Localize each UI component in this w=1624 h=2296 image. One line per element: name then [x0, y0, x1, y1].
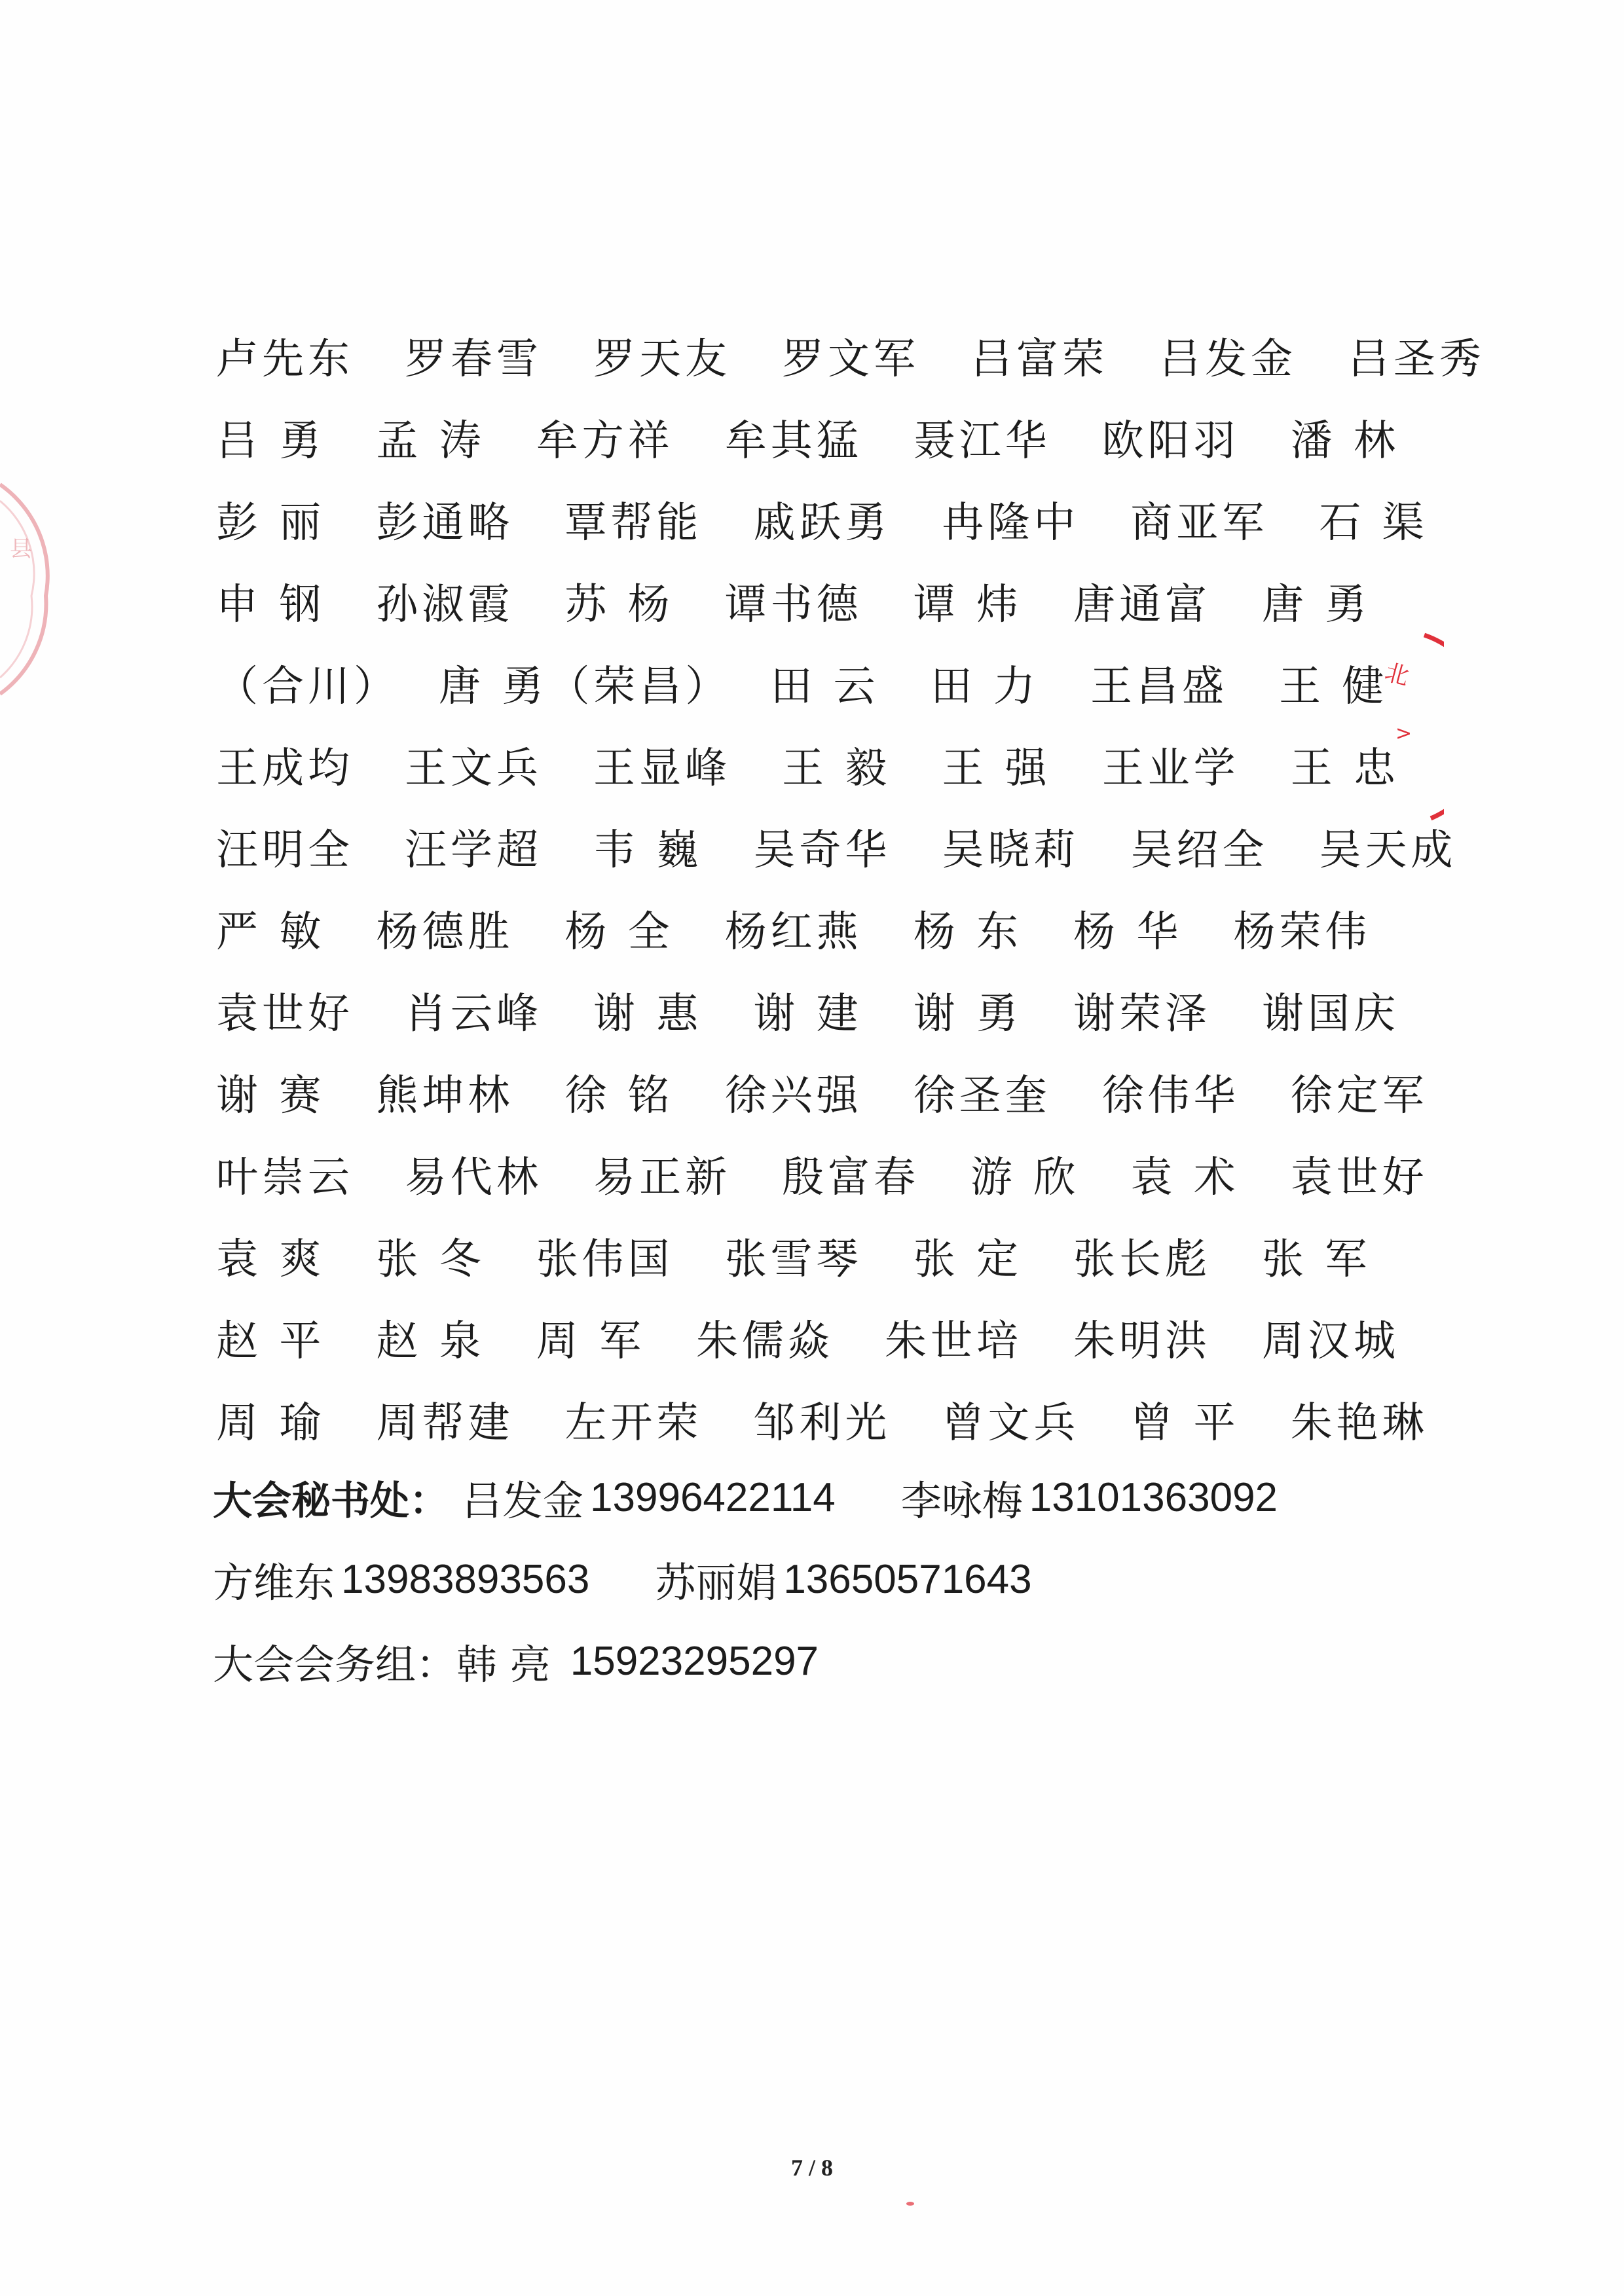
name-row	[216, 1296, 1400, 1378]
member-name: 曾文兵	[942, 1398, 1080, 1448]
member-name: 袁世好	[216, 989, 354, 1038]
member-name: 罗天友	[593, 335, 731, 384]
contact-phone: 13101363092	[1029, 1475, 1278, 1520]
member-name: 张长彪	[1073, 1235, 1211, 1284]
member-name: 谢国庆	[1262, 989, 1400, 1038]
member-name: 袁 术	[1130, 1153, 1240, 1202]
member-name: 谭书德	[724, 580, 862, 629]
member-name: 谢 建	[753, 989, 862, 1038]
secretariat-line	[213, 1457, 1392, 1539]
name-row	[216, 314, 1485, 396]
member-name: 杨红燕	[724, 907, 862, 957]
contact-info	[213, 1457, 1392, 1702]
member-name: 谢荣泽	[1073, 989, 1211, 1038]
contact-name: 苏丽娟	[655, 1559, 777, 1607]
member-name: 罗文军	[782, 335, 919, 384]
member-name: 徐兴强	[724, 1071, 862, 1120]
member-name: 石 渠	[1319, 498, 1428, 547]
member-name: 张 定	[913, 1235, 1023, 1284]
member-name: 左开荣	[564, 1398, 703, 1448]
member-name: 王 强	[942, 744, 1051, 793]
member-name: 孟 涛	[376, 416, 485, 465]
member-name: 吕富荣	[970, 335, 1108, 384]
member-name: 汪学超	[405, 826, 542, 875]
name-row	[216, 1378, 1428, 1460]
member-name: 汪明全	[216, 826, 354, 875]
secretariat-label: 大会秘书处：	[213, 1478, 449, 1524]
member-name: 易正新	[593, 1153, 731, 1202]
affairs-line	[213, 1620, 1392, 1702]
contact-phone: 13996422114	[590, 1475, 836, 1520]
member-name: 王显峰	[593, 744, 731, 793]
member-name: 王 健	[1279, 662, 1388, 711]
affairs-label: 大会会务组：	[213, 1641, 457, 1688]
member-name: 吕发金	[1159, 335, 1297, 384]
member-name: 王昌盛	[1090, 662, 1228, 711]
member-name: 杨 东	[913, 907, 1023, 957]
member-name: 冉隆中	[942, 498, 1080, 547]
member-name: 谭 炜	[913, 580, 1023, 629]
contact-phone: 13983893563	[341, 1557, 590, 1602]
member-name: 彭 丽	[216, 498, 325, 547]
member-name: 周汉城	[1262, 1317, 1400, 1366]
member-name: 吴奇华	[753, 826, 891, 875]
member-name: 张 冬	[376, 1235, 485, 1284]
member-name: 牟方祥	[536, 416, 674, 465]
member-name: 唐 勇（荣昌）	[439, 662, 731, 711]
red-mark	[904, 2200, 917, 2208]
member-name: 戚跃勇	[753, 498, 891, 547]
contact-phone: 13650571643	[783, 1557, 1032, 1602]
name-row	[216, 887, 1382, 969]
member-name: 吕 勇	[216, 416, 325, 465]
member-name: 游 欣	[970, 1153, 1080, 1202]
contact-name: 方维东	[213, 1559, 335, 1607]
name-row	[216, 478, 1428, 560]
svg-text:县: 县	[10, 536, 32, 562]
member-name: 周 军	[536, 1317, 646, 1366]
member-name: 易代林	[405, 1153, 542, 1202]
member-name: 吴绍全	[1130, 826, 1268, 875]
secretariat-line-2	[213, 1539, 1392, 1620]
member-name: 赵 泉	[376, 1317, 485, 1366]
name-row	[216, 805, 1457, 887]
member-name: 覃帮能	[564, 498, 703, 547]
page-number: 7 / 8	[790, 2155, 833, 2181]
member-name: 杨 全	[564, 907, 674, 957]
member-name: 王业学	[1101, 744, 1240, 793]
name-row	[216, 642, 1388, 723]
member-name-list	[216, 314, 1485, 1460]
member-name: 熊坤林	[376, 1071, 514, 1120]
member-name: 徐 铭	[564, 1071, 674, 1120]
member-name: 唐通富	[1073, 580, 1211, 629]
member-name: 袁世好	[1290, 1153, 1428, 1202]
contact-phone: 15923295297	[570, 1639, 819, 1684]
member-name: 张伟国	[536, 1235, 674, 1284]
member-name: 田 云	[770, 662, 879, 711]
member-name: 牟其猛	[724, 416, 862, 465]
name-row	[216, 1133, 1428, 1214]
member-name: 徐定军	[1290, 1071, 1428, 1120]
member-name: 王 毅	[782, 744, 891, 793]
member-name: 曾 平	[1130, 1398, 1240, 1448]
member-name: 韦 巍	[593, 826, 703, 875]
member-name: 商亚军	[1130, 498, 1268, 547]
member-name: 谢 勇	[913, 989, 1023, 1038]
member-name: 赵 平	[216, 1317, 325, 1366]
name-row	[216, 969, 1400, 1051]
member-name: 朱世培	[885, 1317, 1023, 1366]
name-row	[216, 1051, 1428, 1133]
member-name: 卢先东	[216, 335, 354, 384]
member-name: 杨 华	[1073, 907, 1183, 957]
member-name: 彭通略	[376, 498, 514, 547]
member-name: 聂江华	[913, 416, 1051, 465]
contact-name: 李咏梅	[900, 1477, 1023, 1525]
member-name: 肖云峰	[405, 989, 542, 1038]
svg-text:北: 北	[1382, 659, 1412, 691]
member-name: 王文兵	[405, 744, 542, 793]
member-name: 张雪琴	[724, 1235, 862, 1284]
member-name: 邹利光	[753, 1398, 891, 1448]
member-name: 王成均	[216, 744, 354, 793]
name-row	[216, 1214, 1382, 1296]
member-name: 吴晓莉	[942, 826, 1080, 875]
name-row	[216, 560, 1382, 642]
member-name: 周帮建	[376, 1398, 514, 1448]
member-name: 田 力	[930, 662, 1040, 711]
left-seal-fragment	[0, 471, 59, 707]
member-name: 唐 勇	[1262, 580, 1371, 629]
member-name: 杨德胜	[376, 907, 514, 957]
member-name: 朱儒焱	[696, 1317, 834, 1366]
contact-name: 韩 亮	[456, 1641, 551, 1688]
member-name: 杨荣伟	[1233, 907, 1371, 957]
member-name: 潘 林	[1290, 416, 1400, 465]
member-name: 袁 爽	[216, 1235, 325, 1284]
member-name: 谢 赛	[216, 1071, 325, 1120]
member-name: 罗春雪	[405, 335, 542, 384]
member-name: 徐圣奎	[913, 1071, 1051, 1120]
member-name: 谢 惠	[593, 989, 703, 1038]
member-name: 周 瑜	[216, 1398, 325, 1448]
member-name: 徐伟华	[1101, 1071, 1240, 1120]
contact-name: 吕发金	[462, 1477, 584, 1525]
member-name: 朱明洪	[1073, 1317, 1211, 1366]
member-name: 叶崇云	[216, 1153, 354, 1202]
member-name: 王 忠	[1290, 744, 1400, 793]
member-name: （合川）	[216, 662, 399, 711]
member-name: 苏 杨	[564, 580, 674, 629]
member-name: 严 敏	[216, 907, 325, 957]
name-row	[216, 396, 1400, 478]
member-name: 朱艳琳	[1290, 1398, 1428, 1448]
member-name: 吴天成	[1319, 826, 1457, 875]
member-name: 孙淑霞	[376, 580, 514, 629]
svg-text:>: >	[1395, 722, 1412, 745]
member-name: 申 钢	[216, 580, 325, 629]
member-name: 欧阳羽	[1101, 416, 1240, 465]
name-row	[216, 723, 1400, 805]
member-name: 吕圣秀	[1348, 335, 1485, 384]
member-name: 殷富春	[782, 1153, 919, 1202]
member-name: 张 军	[1262, 1235, 1371, 1284]
